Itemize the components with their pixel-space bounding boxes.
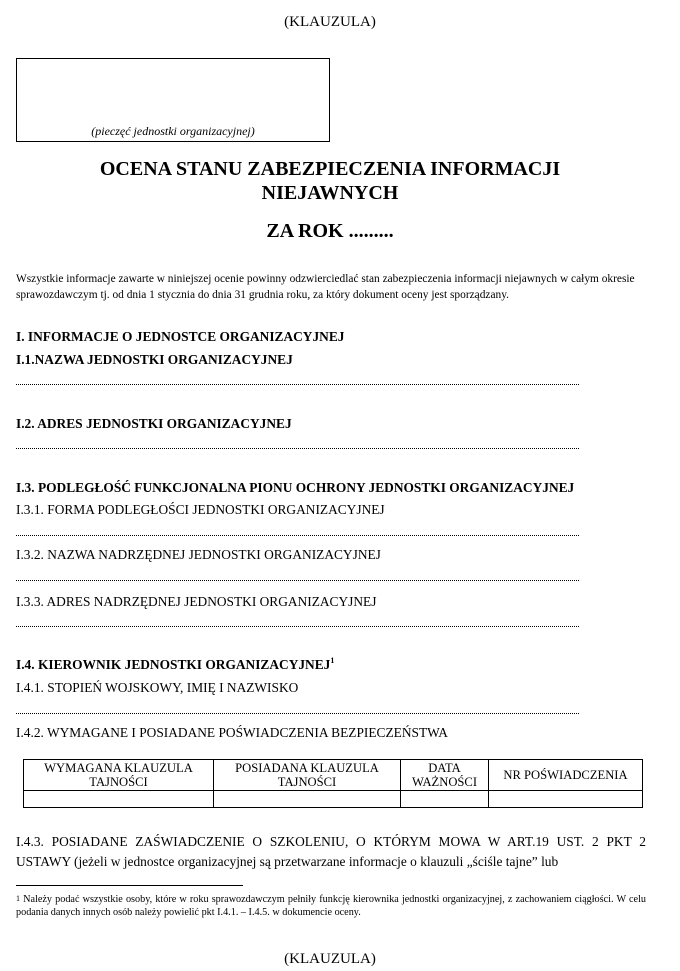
header-classification: (KLAUZULA) [284,14,376,30]
footnote-divider [16,885,243,886]
stamp-label: (pieczęć jednostki organizacyjnej) [91,124,255,138]
footnote-text: Należy podać wszystkie osoby, które w roku sprawozdawczym pełniły funkcję kierownika jednostki organizacyjnej, z zachowaniem ciągłości. W celu podania danych innych osób należy powielić pkt I.4.1. – I.4.5. w dokumencie oceny. [16,894,647,918]
column-header: NR POŚWIADCZENIA [489,760,643,791]
section-heading: I.3. PODLEGŁOŚĆ FUNKCJONALNA PIONU OCHRONY JEDNOSTKI ORGANIZACYJNEJ [16,480,575,495]
fill-in-line[interactable] [16,626,579,627]
table-cell[interactable] [489,791,643,808]
table-row [24,791,643,808]
section-heading: I.1.NAZWA JEDNOSTKI ORGANIZACYJNEJ [16,352,293,367]
fill-in-line[interactable] [16,580,579,581]
report-year: ZA ROK ......... [266,220,394,242]
column-header: DATA WAŻNOŚCI [401,760,489,791]
subsection-heading: I.4.2. WYMAGANE I POSIADANE POŚWIADCZENIA BEZPIECZEŃSTWA [16,725,448,740]
footnote-marker: 1 [16,894,20,903]
footnote-marker: 1 [330,656,335,665]
section-heading: I.2. ADRES JEDNOSTKI ORGANIZACYJNEJ [16,416,292,431]
subsection-heading: I.3.2. NAZWA NADRZĘDNEJ JEDNOSTKI ORGANIZACYJNEJ [16,547,381,562]
stamp-box [16,58,330,142]
column-header: WYMAGANA KLAUZULA TAJNOŚCI [24,760,214,791]
intro-paragraph: Wszystkie informacje zawarte w niniejszej ocenie powinny odzwierciedlać stan zabezpieczenia informacji niejawnych w całym okresie sprawozdawczym tj. od dnia 1 stycznia do dnia 31 grudnia roku, za który dokument oceny jest sporządzany. [16,273,635,301]
subsection-heading: I.3.3. ADRES NADRZĘDNEJ JEDNOSTKI ORGANIZACYJNEJ [16,594,377,609]
subsection-heading: I.3.1. FORMA PODLEGŁOŚCI JEDNOSTKI ORGANIZACYJNEJ [16,502,385,517]
footer-classification: (KLAUZULA) [284,951,376,967]
clearance-table [23,759,643,808]
fill-in-line[interactable] [16,384,579,385]
fill-in-line[interactable] [16,535,579,536]
table-cell[interactable] [24,791,214,808]
fill-in-line[interactable] [16,713,579,714]
section-heading-text: I.4. KIEROWNIK JEDNOSTKI ORGANIZACYJNEJ [16,657,331,672]
footnote [16,893,646,919]
document-title: OCENA STANU ZABEZPIECZENIA INFORMACJI NIEJAWNYCH [99,158,561,204]
section-heading: I. INFORMACJE O JEDNOSTCE ORGANIZACYJNEJ [16,329,345,344]
column-header: POSIADANA KLAUZULA TAJNOŚCI [214,760,401,791]
table-header-row [24,760,643,791]
subsection-heading: I.4.1. STOPIEŃ WOJSKOWY, IMIĘ I NAZWISKO [16,680,299,695]
table-cell[interactable] [214,791,401,808]
table-cell[interactable] [401,791,489,808]
section-heading [16,657,334,673]
fill-in-line[interactable] [16,448,579,449]
subsection-paragraph: I.4.3. POSIADANE ZAŚWIADCZENIE O SZKOLENIU, O KTÓRYM MOWA W ART.19 UST. 2 PKT 2 USTAWY (jeżeli w jednostce organizacyjnej są przetwarzane informacje o klauzuli „ściśle tajne” lub [16,834,646,869]
